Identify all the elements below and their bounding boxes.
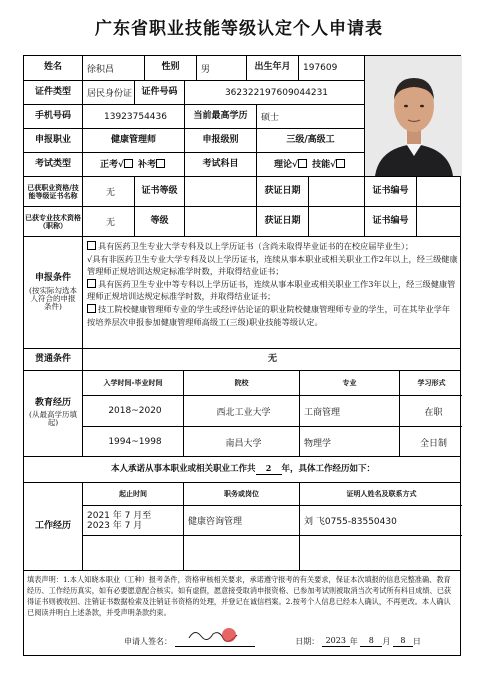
match-label: 贯通条件 <box>34 353 71 364</box>
phone-value[interactable]: 13923754436 <box>82 105 184 128</box>
title-date-value[interactable] <box>308 207 364 236</box>
idtype-value[interactable]: 居民身份证 <box>82 81 134 104</box>
job-label: 申报职业 <box>34 134 71 145</box>
first-exam-option[interactable]: 正考√ <box>100 159 135 171</box>
birth-label: 出生年月 <box>246 56 298 80</box>
cert-level-label: 证书等级 <box>134 177 184 206</box>
work-position-empty[interactable] <box>183 536 299 570</box>
retake-checkbox[interactable] <box>156 159 165 168</box>
education-time[interactable]: 1994~1998 <box>108 437 162 447</box>
cert-level-value[interactable] <box>184 177 256 206</box>
education-school[interactable]: 西北工业大学 <box>183 396 299 426</box>
work-header-position: 职务或岗位 <box>183 483 299 505</box>
row-education <box>24 370 460 456</box>
row-qualification <box>24 176 460 206</box>
row-work-years <box>24 456 460 482</box>
signature-icon <box>185 626 245 644</box>
level-label: 申报级别 <box>184 129 256 152</box>
sign-day[interactable]: 8 <box>393 636 413 647</box>
education-row <box>83 395 462 426</box>
declaration-section <box>24 570 460 657</box>
education-header-time: 入学时间-毕业时间 <box>103 378 163 388</box>
work-header-row <box>83 483 462 505</box>
match-value[interactable]: 无 <box>82 349 462 370</box>
skill-checkbox[interactable] <box>336 159 345 168</box>
retake-option[interactable]: 补考 <box>138 159 167 171</box>
row-work <box>24 482 460 570</box>
job-value[interactable]: 健康管理师 <box>82 129 184 152</box>
birth-value[interactable]: 197609 <box>298 56 364 80</box>
education-header-school: 院校 <box>183 371 299 395</box>
row-apply-conditions <box>24 236 460 348</box>
level-value[interactable]: 三级/高级工 <box>256 129 364 152</box>
sex-label: 性别 <box>144 56 196 80</box>
phone-label: 手机号码 <box>34 110 71 121</box>
certno-value[interactable] <box>416 177 462 206</box>
title-level-value[interactable] <box>184 207 256 236</box>
examtype-label: 考试类型 <box>34 158 71 169</box>
row-title <box>24 206 460 236</box>
first-exam-checkbox[interactable] <box>124 159 133 168</box>
work-years-value[interactable]: 2 <box>256 464 282 475</box>
applicant-signature[interactable] <box>175 636 255 647</box>
work-years-statement: 本人承诺从事本职业或相关职业工作共 2 年，具体工作经历如下： <box>110 463 376 474</box>
cert-date-label: 获证日期 <box>256 177 308 206</box>
first-exam-check: √ <box>117 159 124 170</box>
condition-4-checkbox[interactable] <box>87 304 96 313</box>
sex-value[interactable]: 男 <box>196 56 246 80</box>
education-label: 教育经历 <box>34 398 71 409</box>
apply-sublabel: (按实际勾选本人符合的申报条件) <box>29 285 77 312</box>
condition-3-checkbox[interactable] <box>87 279 96 288</box>
apply-condition-3[interactable]: 具有医药卫生专业中等专科以上学历证书，连续从事本职业或相关职业工作3年以上，经三级健康管理师正规培训达规定标准学时数，并取得结业证书； <box>87 278 456 302</box>
sign-month[interactable]: 8 <box>360 636 382 647</box>
work-row-empty <box>83 535 462 570</box>
examtype-options <box>82 153 184 176</box>
education-mode[interactable]: 全日制 <box>399 427 462 456</box>
applicant-sign-label: 申请人签名： <box>124 637 172 646</box>
apply-conditions-list <box>83 237 462 348</box>
idtype-label: 证件类型 <box>34 86 71 97</box>
title-certno-label: 证书编号 <box>364 207 416 236</box>
application-form <box>23 55 461 656</box>
idno-value[interactable]: 362322197609044231 <box>184 81 364 104</box>
title-value[interactable]: 无 <box>82 207 134 236</box>
title-level-label: 等级 <box>134 207 184 236</box>
apply-condition-2[interactable]: √具有非医药卫生专业大学专科及以上学历证书，连续从事本职业或相关职业工作2年以上，经三级健康管理师正规培训达规定标准学时数，并取得结业证书； <box>87 253 458 277</box>
name-label: 姓名 <box>43 62 62 73</box>
sign-year[interactable]: 2023 <box>322 636 350 647</box>
work-header-time: 起止时间 <box>119 489 147 499</box>
title-date-label: 获证日期 <box>256 207 308 236</box>
title-certno-value[interactable] <box>416 207 462 236</box>
form-title: 广东省职业技能等级认定个人申请表 <box>95 19 383 39</box>
education-school[interactable]: 南昌大学 <box>183 427 299 456</box>
certno-label: 证书编号 <box>364 177 416 206</box>
skill-option[interactable]: 技能√ <box>312 159 347 171</box>
photo-image <box>365 56 462 176</box>
name-value[interactable]: 徐积昌 <box>82 56 144 80</box>
education-time[interactable]: 2018~2020 <box>108 406 162 416</box>
education-label-cell <box>24 371 82 456</box>
work-reference-empty[interactable] <box>299 536 462 570</box>
title-label: 已获专业技术资格（职称） <box>25 212 81 230</box>
apply-label: 申报条件 <box>34 272 71 283</box>
education-major[interactable]: 物理学 <box>299 427 399 456</box>
education-header-major: 专业 <box>299 371 399 395</box>
work-row <box>83 505 462 535</box>
apply-condition-4[interactable]: 技工院校健康管理师专业的学生或经评估论证的职业院校健康管理师专业的学生，可在其毕业学年按培养层次申报参加健康管理师高级工(三级)职业技能等级认定。 <box>87 303 451 327</box>
condition-2-check: √ <box>87 253 93 264</box>
condition-1-checkbox[interactable] <box>87 241 96 250</box>
qualification-value[interactable]: 无 <box>82 177 134 206</box>
qualification-label: 已获职业资格/技能等级证书名称 <box>27 182 79 200</box>
education-header-mode: 学习形式 <box>399 371 462 395</box>
education-row <box>83 426 462 456</box>
education-sublabel: (从最高学历填起) <box>29 410 77 428</box>
work-reference[interactable]: 刘 飞0755-83550430 <box>299 506 462 535</box>
work-position[interactable]: 健康咨询管理 <box>183 506 299 535</box>
edu-label: 当前最高学历 <box>184 105 256 128</box>
edu-value[interactable]: 硕士 <box>256 105 364 128</box>
row-match <box>24 348 460 370</box>
work-header-reference: 证明人姓名及联系方式 <box>299 483 462 505</box>
education-mode[interactable]: 在职 <box>399 396 462 426</box>
idno-label: 证件号码 <box>134 81 184 104</box>
education-table <box>82 371 462 456</box>
theory-checkbox[interactable] <box>298 159 307 168</box>
work-label: 工作经历 <box>34 520 71 531</box>
education-major[interactable]: 工商管理 <box>299 396 399 426</box>
applicant-photo <box>364 56 462 176</box>
apply-label-cell <box>24 237 82 348</box>
sign-date-label: 日期： <box>295 637 320 646</box>
subjects-label: 考试科目 <box>184 153 256 176</box>
work-time[interactable]: 2021 年 7 月至 2023 年 7 月 <box>87 510 152 531</box>
work-time-empty[interactable] <box>83 536 183 570</box>
signature-line: 申请人签名： 日期： 2023 年 8 月 8 日 <box>124 636 421 647</box>
subjects-options <box>256 153 364 176</box>
declaration-text: 填表声明：1.本人知晓本职业（工种）报考条件，资格审核相关要求，承诺遵守报考的有关要求，保证本次填报的信息完整准确、教育经历、工作经历真实，如有必要愿意配合核实。如有虚假，愿意接受取消申报资格、已参加考试则被取消当次考试所有科目成绩、已获得证书则被收回、注销证书数据检索及注销证书资格的处理，并登记在诚信档案。2.按考个人信息已经本人确认，不再更改。本人确认已阅读并明白上述条款，并受声明条款约束。 <box>27 575 452 617</box>
apply-condition-1[interactable]: 具有医药卫生专业大学专科及以上学历证书（含尚未取得毕业证书的在校应届毕业生）； <box>87 240 458 253</box>
education-header-row <box>83 371 462 395</box>
work-table <box>82 483 462 570</box>
apply-conditions-cell <box>82 237 462 348</box>
theory-option[interactable]: 理论√ <box>274 159 309 171</box>
cert-date-value[interactable] <box>308 177 364 206</box>
